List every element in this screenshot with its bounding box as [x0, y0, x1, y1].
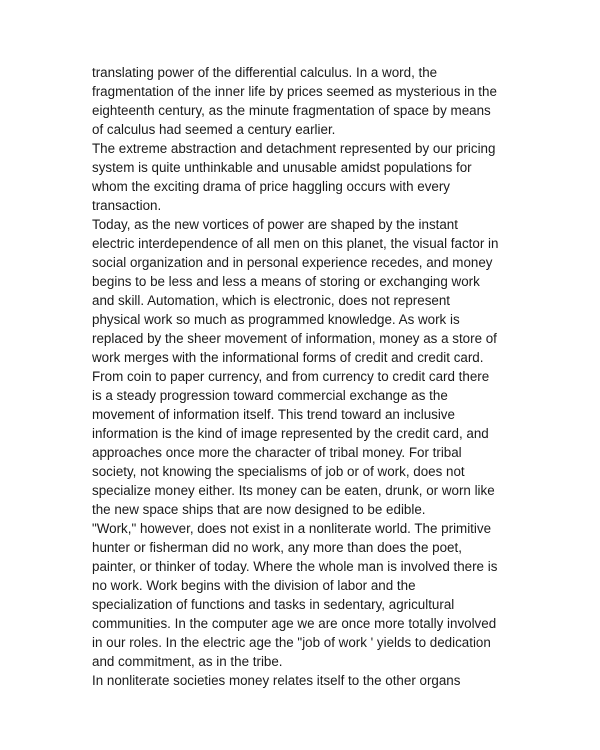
- text-line: the new space ships that are now designed to be edible.: [92, 502, 426, 517]
- text-line: no work. Work begins with the division of labor and the: [92, 578, 416, 593]
- text-line: information is the kind of image represented by the credit card, and: [92, 426, 489, 441]
- text-line: is a steady progression toward commercial exchange as the: [92, 388, 448, 403]
- body-text: [92, 63, 522, 690]
- text-line: physical work so much as programmed knowledge. As work is: [92, 312, 460, 327]
- text-line: work merges with the informational forms of credit and credit card.: [92, 350, 484, 365]
- text-line: movement of information itself. This trend toward an inclusive: [92, 407, 455, 422]
- text-line: and skill. Automation, which is electronic, does not represent: [92, 293, 451, 308]
- text-line: social organization and in personal experience recedes, and money: [92, 255, 493, 270]
- text-line: "Work," however, does not exist in a nonliterate world. The primitive: [92, 521, 492, 536]
- paragraph: [92, 215, 522, 519]
- paragraph: [92, 519, 522, 671]
- text-line: replaced by the sheer movement of information, money as a store of: [92, 331, 497, 346]
- text-line: hunter or fisherman did no work, any more than does the poet,: [92, 540, 462, 555]
- text-line: and commitment, as in the tribe.: [92, 654, 283, 669]
- text-line: translating power of the differential calculus. In a word, the: [92, 65, 438, 80]
- paragraph: [92, 671, 522, 690]
- text-line: specialize money either. Its money can be eaten, drunk, or worn like: [92, 483, 495, 498]
- text-line: of calculus had seemed a century earlier.: [92, 122, 336, 137]
- text-line: The extreme abstraction and detachment represented by our pricing: [92, 141, 496, 156]
- paragraph: [92, 139, 522, 215]
- text-line: communities. In the computer age we are once more totally involved: [92, 616, 497, 631]
- text-line: fragmentation of the inner life by prices seemed as mysterious in the: [92, 84, 497, 99]
- text-line: In nonliterate societies money relates itself to the other organs: [92, 673, 461, 688]
- text-line: specialization of functions and tasks in sedentary, agricultural: [92, 597, 455, 612]
- text-line: whom the exciting drama of price haggling occurs with every: [92, 179, 450, 194]
- text-line: painter, or thinker of today. Where the whole man is involved there is: [92, 559, 498, 574]
- text-line: electric interdependence of all men on this planet, the visual factor in: [92, 236, 499, 251]
- text-line: system is quite unthinkable and unusable amidst populations for: [92, 160, 472, 175]
- text-line: eighteenth century, as the minute fragmentation of space by means: [92, 103, 491, 118]
- text-line: begins to be less and less a means of storing or exchanging work: [92, 274, 480, 289]
- text-line: transaction.: [92, 198, 162, 213]
- text-line: Today, as the new vortices of power are shaped by the instant: [92, 217, 458, 232]
- paragraph: [92, 63, 522, 139]
- text-line: society, not knowing the specialisms of job or of work, does not: [92, 464, 465, 479]
- text-line: in our roles. In the electric age the "job of work ' yields to dedication: [92, 635, 491, 650]
- text-line: From coin to paper currency, and from currency to credit card there: [92, 369, 490, 384]
- text-line: approaches once more the character of tribal money. For tribal: [92, 445, 462, 460]
